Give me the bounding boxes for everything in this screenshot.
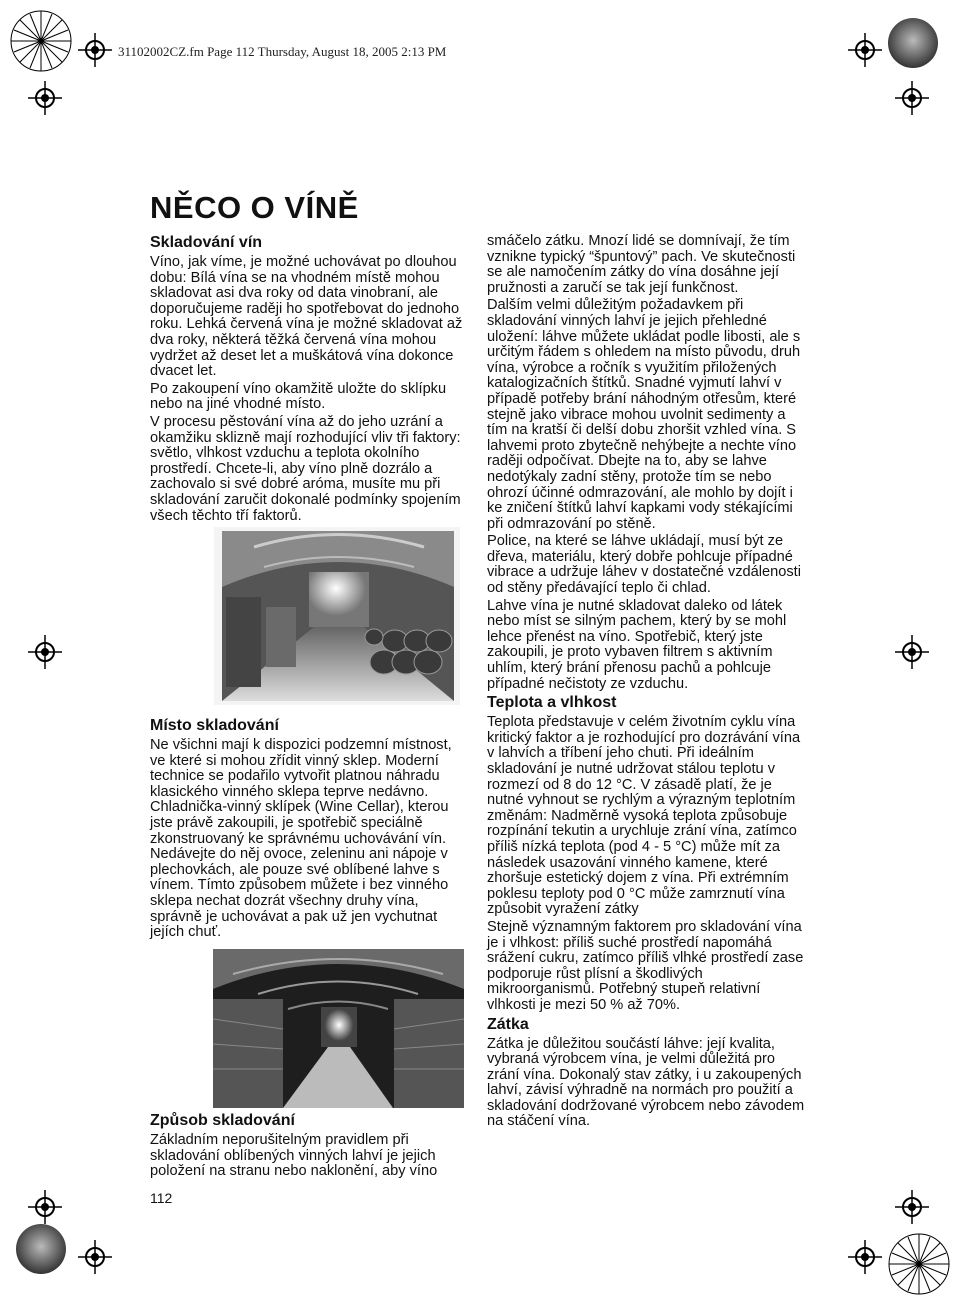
section-storage <box>150 234 466 526</box>
registration-crosshair-mark <box>78 33 112 67</box>
wine-cellar-photo <box>214 527 460 705</box>
paragraph: Teplota představuje v celém životním cyklu vína kritický faktor a je rozhodující pro dozrávání vína v lahvích a tříbení jeho chuti. Při ideálním skladování je nutné udržovat stálou teplotu v rozmezí od 8 do 12 °C. V zásadě platí, že je nutné vyhnout se rychlým a výrazným teplotním změnám: Nadměrně vysoká teplota způsobuje rozpínání tekutin a urychluje zrání vína, zatímco příliš nízká teplota (pod 4 - 5 °C) může mít za následek usazování vinného kamene, které zhoršuje estetický dojem z vína. Při extrémním poklesu teploty pod 0 °C může zamrznutí vína způsobit vyražení zátky <box>487 714 801 918</box>
paragraph: smáčelo zátku. Mnozí lidé se domnívají, že tím vznikne typický “špuntový” pach. Ve skutečnosti se ale namočením zátky do vína dosáhne její pružnosti a zaručí se tak její funkčnost. <box>487 233 796 296</box>
page-number: 112 <box>150 1190 173 1206</box>
section-heading: Místo skladování <box>150 717 279 734</box>
section-heading: Skladování vín <box>150 234 263 251</box>
registration-crosshair-mark <box>28 635 62 669</box>
registration-star-mark <box>884 1229 954 1299</box>
section-heading: Teplota a vlhkost <box>487 694 617 712</box>
registration-crosshair-mark <box>895 81 929 115</box>
paragraph: Po zakoupení víno okamžitě uložte do sklípku nebo na jiné vhodné místo. <box>150 380 447 413</box>
registration-gray-circle-mark <box>14 1222 68 1276</box>
paragraph: Zátka je důležitou součástí láhve: její kvalita, vybraná výrobcem vína, je velmi důležitá pro zrání vína. Dokonalý stav zátky, i u zakoupených lahví, závisí výhradně na normách pro použití a skladování dodržované výrobcem nebo závodem na stáčení vína. <box>487 1035 805 1130</box>
registration-crosshair-mark <box>895 635 929 669</box>
paragraph: Ne všichni mají k dispozici podzemní místnost, ve které si mohou zřídit vinný sklep. Moderní technice se podařilo vytvořit platnou náhradu klasického vinného sklepa teprve nedávno. Chladnička-vinný sklípek (Wine Cellar), kterou jste právě zakoupili, je spotřebič speciálně zkonstruovaný ke správnému uchovávání vín. Nedávejte do něj ovoce, zeleninu ani nápoje v plechovkách, ale pouze své oblíbené lahve s vínem. Tímto způsobem můžete i bez vinného sklepa nechat dozrát všechny druhy vína, správně je uchovávat a pak už jen vychutnat jejích chuť. <box>150 737 452 941</box>
section-heading: Způsob skladování <box>150 1112 295 1129</box>
paragraph: Víno, jak víme, je možné uchovávat po dlouhou dobu: Bílá vína se na vhodném místě mohou skladovat asi dva roky od data vinobraní, ale doporučujeme raději ho spotřebovat do jednoho roku. Lehká červená vína je možné skladovat až dva roky, některá těžká červená vína mohou vydržet až deset let a muškátová vína dokonce dvacet let. <box>150 254 463 380</box>
registration-crosshair-mark <box>848 33 882 67</box>
section-heading: Zátka <box>487 1015 529 1033</box>
registration-crosshair-mark <box>78 1240 112 1274</box>
paragraph: Dalším velmi důležitým požadavkem při skladování vinných lahví je jejich přehledné uložení: láhve můžete ukládat podle libosti, ale s určitým řádem s ohledem na místo původu, druh vína, výrobce a ročník s využitím přiložených katalogizačních štítků. Snadné vyjmutí lahví v případě potřeby brání náhodným otřesům, které stejně jako vibrace mohou uvolnit sedimenty a tím na kratší či delší dobu zhoršit vzhled vína. S lahvemi proto zbytečně nehýbejte a nechte víno raději odpočívat. Dbejte na to, aby se lahve nedotýkaly zadní stěny, protože tím se nebo ohrozí účinné odmrazování, ale mohlo by dojít i ke zničení štítků lahví kapkami vody stékajícími při odmrazování po stěně. <box>487 297 801 532</box>
file-header: 31102002CZ.fm Page 112 Thursday, August 18, 2005 2:13 PM <box>118 44 447 59</box>
registration-star-mark <box>6 6 76 76</box>
registration-crosshair-mark <box>28 1190 62 1224</box>
paragraph: Lahve vína je nutné skladovat daleko od látek nebo míst se silným pachem, který by se mohl lehce přenést na víno. Spotřebič, který jste zakoupili, je proto vybaven filtrem s aktivním uhlím, který brání přenosu pachů a pohlcuje případné nečistoty ze vzduchu. <box>487 597 787 692</box>
right-column <box>487 234 809 1132</box>
paragraph: Základním neporušitelným pravidlem při skladování oblíbených vinných lahví je jejich položení na stranu nebo naklonění, aby víno <box>150 1132 438 1180</box>
registration-crosshair-mark <box>848 1240 882 1274</box>
section-method <box>150 1112 466 1182</box>
paragraph: Police, na které se láhve ukládají, musí být ze dřeva, materiálu, který dobře pohlcuje případné vibrace a udržuje láhev v dostatečné vzdálenosti od stěny předávající teplo či chlad. <box>487 533 801 597</box>
paragraph: V procesu pěstování vína až do jeho uzrání a okamžiku sklizně mají rozhodující vliv tři faktory: světlo, vlhkost vzduchu a teplota okolního prostředí. Chcete-li, aby víno plně dozrálo a zachovalo si své dobré aróma, musíte mu při skladování zaručit dokonalé podmínky spojením všech těchto tří faktorů. <box>150 413 461 524</box>
page-title: NĚCO O VÍNĚ <box>150 190 359 225</box>
section-place <box>150 717 466 943</box>
registration-crosshair-mark <box>895 1190 929 1224</box>
registration-crosshair-mark <box>28 81 62 115</box>
paragraph: Stejně významným faktorem pro skladování vína je i vlhkost: příliš suché prostředí napomáhá srážení cukru, zatímco příliš vlhké prostředí zase podporuje růst plísní a škodlivých mikroorganismů. Potřebný stupeň relativní vlhkosti je mezi 50 % až 70%. <box>487 918 804 1013</box>
wine-cellar-corridor-photo <box>213 949 464 1108</box>
registration-gray-circle-mark <box>886 16 940 70</box>
